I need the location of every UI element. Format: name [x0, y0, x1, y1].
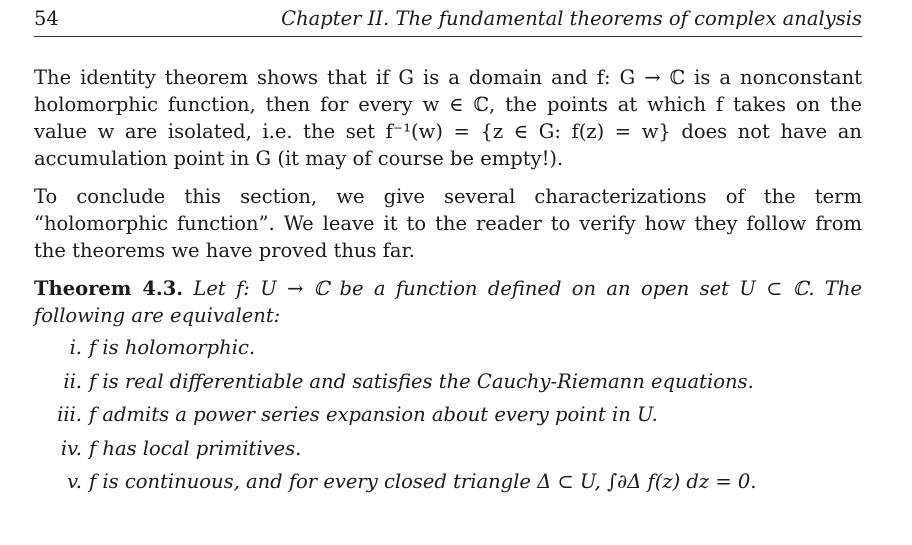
theorem-label: Theorem 4.3.: [34, 277, 184, 300]
list-item: [34, 331, 862, 365]
item-number: iii.: [57, 403, 82, 426]
item-number: iv.: [60, 436, 82, 460]
page-number: 54: [34, 7, 59, 30]
equivalence-list: [34, 331, 862, 499]
theorem-statement: Let f: U → ℂ be a function defined on an open set U ⊂ ℂ. The following are equivalent:: [34, 277, 862, 327]
page-header: [34, 6, 862, 37]
list-item: [34, 465, 862, 499]
list-item: [34, 432, 862, 466]
item-text: f is holomorphic.: [89, 336, 256, 359]
list-item: [34, 398, 862, 432]
item-text: f is real differentiable and satisfies the Cauchy-Riemann equations.: [89, 369, 754, 393]
identity-theorem-paragraph: The identity theorem shows that if G is a domain and f: G → ℂ is a nonconstant holomorphic function, then for every w ∈ ℂ, the points at which f takes on the value w are isolated, i.e. the set f⁻¹(w) = {z ∈ G: f(z) = w} does not have an accumulation point in G (it may of course be empty!).: [34, 66, 862, 170]
item-number: ii.: [63, 369, 82, 393]
item-number: v.: [67, 470, 82, 493]
item-text: f has local primitives.: [89, 436, 302, 460]
item-text: f admits a power series expansion about every point in U.: [89, 403, 658, 426]
characterization-intro-paragraph: To conclude this section, we give several characterizations of the term “holomorphic function”. We leave it to the reader to verify how they follow from the theorems we have proved thus far.: [34, 185, 862, 262]
item-number: i.: [69, 336, 82, 359]
list-item: [34, 365, 862, 399]
theorem-block: [34, 275, 862, 329]
item-text: f is continuous, and for every closed triangle Δ ⊂ U, ∫∂Δ f(z) dz = 0.: [89, 470, 757, 493]
running-title: Chapter II. The fundamental theorems of complex analysis: [281, 7, 862, 30]
